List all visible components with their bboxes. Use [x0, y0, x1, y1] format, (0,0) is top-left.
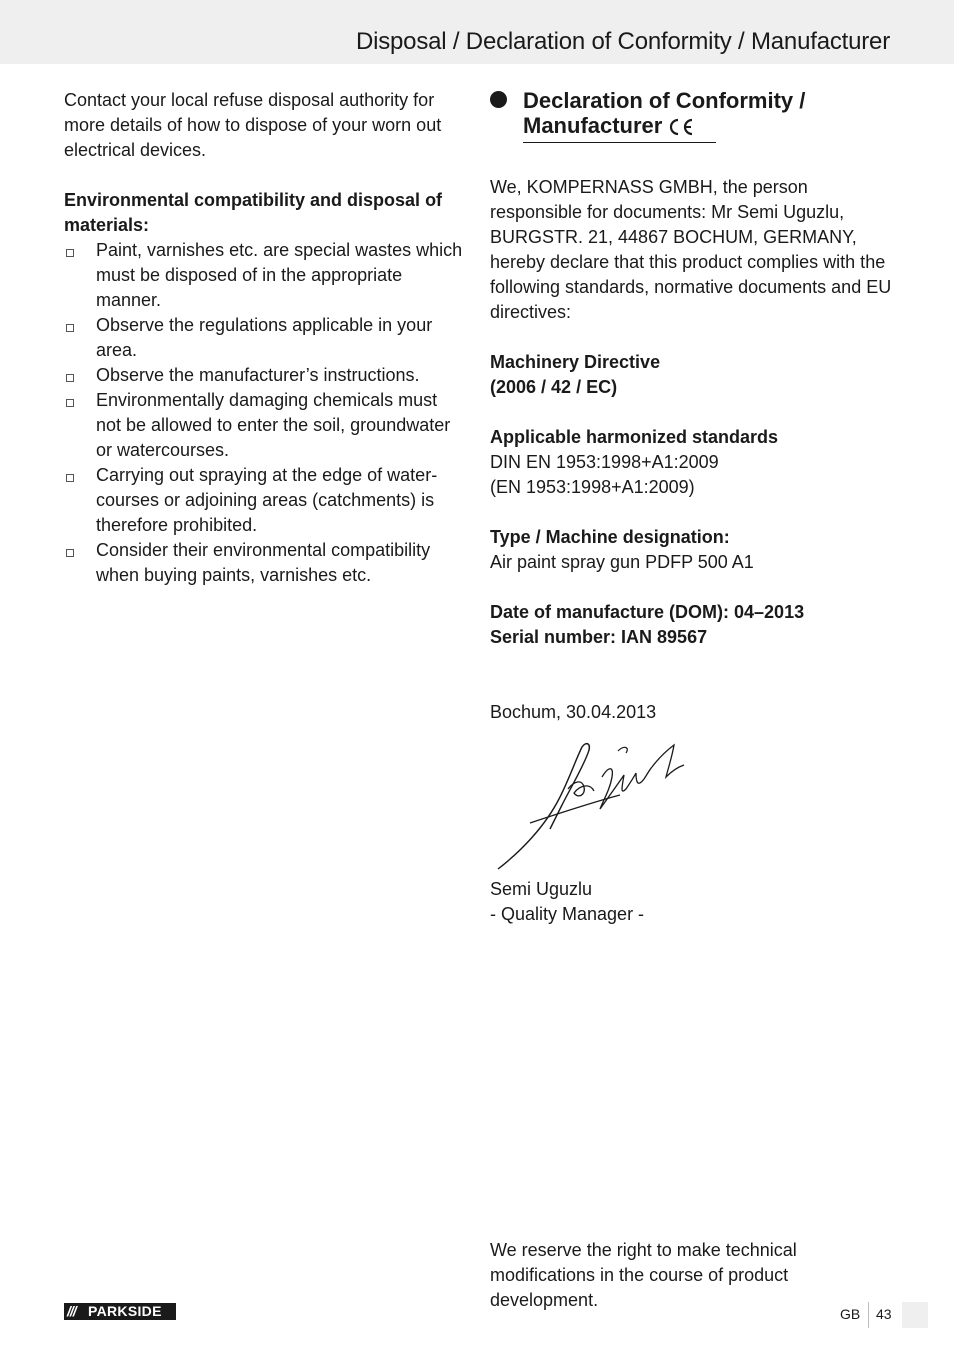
bullet-square-icon: [66, 249, 74, 257]
declaration-heading: Declaration of Conformity / Manufacturer: [490, 88, 894, 138]
list-item: Environmentally damaging chemicals must not be allowed to enter the soil, groundwater or watercourses.: [64, 388, 466, 463]
page-divider: [868, 1302, 869, 1328]
technical-modifications-note: We reserve the right to make technical modifications in the course of product development.: [490, 1240, 797, 1310]
declaration-text: We, KOMPERNASS GMBH, the person responsible for documents: Mr Semi Uguzlu, BURGSTR. 21, 44867 BOCHUM, GERMANY, hereby declare that this product complies with the following standards, normative documents and EU directives:: [490, 177, 892, 323]
standard-en: (EN 1953:1998+A1:2009): [490, 477, 695, 498]
right-column: [490, 88, 894, 927]
bullet-dot-icon: [490, 91, 507, 108]
country-code: GB: [840, 1306, 861, 1322]
standard-din: DIN EN 1953:1998+A1:2009: [490, 452, 719, 473]
list-item: Paint, varnishes etc. are special wastes which must be disposed of in the appropriate manner.: [64, 238, 466, 313]
serial-number: Serial number: IAN 89567: [490, 627, 708, 648]
list-item: Observe the manufacturer’s instructions.: [64, 363, 466, 388]
type-value: Air paint spray gun PDFP 500 A1: [490, 552, 754, 573]
machinery-directive-number: (2006 / 42 / EC): [490, 377, 618, 398]
bullet-square-icon: [66, 324, 74, 332]
type-heading: Type / Machine designation:: [490, 527, 730, 548]
parkside-logo: /// PARKSIDE: [64, 1303, 176, 1320]
environmental-list: [64, 238, 466, 588]
bullet-square-icon: [66, 374, 74, 382]
disposal-intro: Contact your local refuse disposal authority for more details of how to dispose of your worn out electrical devices.: [64, 90, 442, 160]
list-item: Carrying out spraying at the edge of water-courses or adjoining areas (catchments) is therefore prohibited.: [64, 463, 466, 538]
bullet-square-icon: [66, 549, 74, 557]
heading-underline: [523, 142, 716, 143]
left-column: [64, 88, 466, 588]
page-number: 43: [876, 1306, 892, 1322]
machinery-directive-label: Machinery Directive: [490, 352, 661, 373]
standards-heading: Applicable harmonized standards: [490, 427, 779, 448]
signature: [490, 737, 690, 877]
page-title: Disposal / Declaration of Conformity / Manufacturer: [355, 28, 890, 55]
signatory-role: - Quality Manager -: [490, 904, 645, 925]
place-date: Bochum, 30.04.2013: [490, 702, 657, 723]
signatory-name: Semi Uguzlu: [490, 879, 593, 900]
page-tab: [902, 1302, 928, 1328]
environmental-heading: Environmental compatibility and disposal of materials:: [64, 190, 443, 235]
list-item: Observe the regulations applicable in your area.: [64, 313, 466, 363]
bullet-square-icon: [66, 399, 74, 407]
header-bar: [0, 0, 954, 64]
date-of-manufacture: Date of manufacture (DOM): 04–2013: [490, 602, 805, 623]
bullet-square-icon: [66, 474, 74, 482]
ce-mark-icon: [666, 116, 696, 138]
list-item: Consider their environmental compatibility when buying paints, varnishes etc.: [64, 538, 466, 588]
